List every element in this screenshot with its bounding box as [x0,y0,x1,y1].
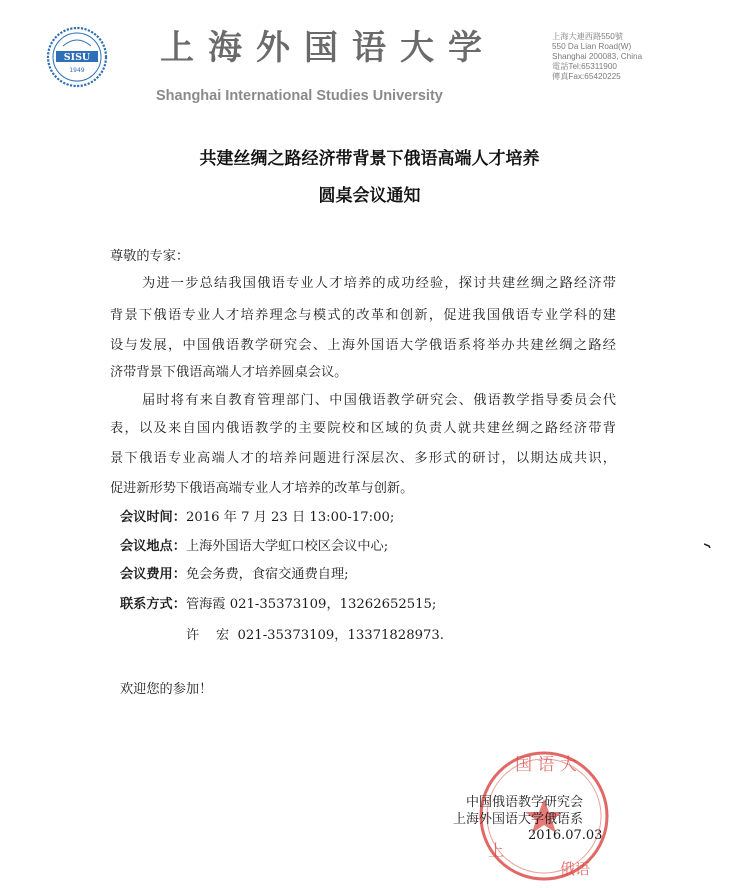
notice-subtitle: 圆桌会议通知 [318,186,421,206]
address-line: 傳真Fax:65420225 [552,72,621,81]
salutation: 尊敬的专家： [110,249,190,264]
signature-org-1: 中国俄语教学研究会 [466,795,584,810]
meeting-place-value: 上海外国语大学虹口校区会议中心; [185,539,389,554]
logo-text: SISU [63,52,91,63]
paragraph1-line: 设与发展，中国俄语教学研究会、上海外国语大学俄语系将举办共建丝绸之路经 [110,338,616,353]
meeting-fee-label: 会议费用： [120,567,186,582]
meeting-fee [120,563,349,582]
paragraph1-line: 为进一步总结我国俄语专业人才培养的成功经验，探讨共建丝绸之路经济带 [142,276,616,291]
university-seal-logo [46,26,108,88]
meeting-time-value: 2016 年 7 月 23 日 13:00-17:00; [185,510,395,525]
meeting-time-label: 会议时间： [120,510,186,525]
scan-speck [704,543,711,548]
meeting-place [120,535,388,554]
university-name-chinese: 上海外国语大学 [160,28,496,68]
closing-remark: 欢迎您的参加！ [120,682,213,697]
svg-text:俄语: 俄语 [560,860,591,878]
meeting-fee-value: 免会务费，食宿交通费自理; [185,567,349,582]
paragraph2-line: 届时将有来自教育管理部门、中国俄语教学研究会、俄语教学指导委员会代 [142,393,616,408]
paragraph2-line: 促进新形势下俄语高端专业人才培养的改革与创新。 [110,481,414,496]
meeting-time [120,506,394,525]
contact-person-2: 许 宏 021-35373109，13371828973. [186,628,444,643]
paragraph2-line: 表，以及来自国内俄语教学的主要院校和区域的负责人就共建丝绸之路经济带背 [110,421,616,436]
letterhead-address [552,32,642,82]
contact-person-1: 管海霞 021-35373109，13262652515; [185,597,437,612]
address-line: Shanghai 200083, China [552,52,643,61]
paragraph1-line: 背景下俄语专业人才培养理念与模式的改革和创新，促进我国俄语专业学科的建 [110,308,616,323]
contact-info [120,593,436,612]
address-line: 550 Da Lian Road(W) [552,42,632,51]
paragraph2-line: 景下俄语专业高端人才的培养问题进行深层次、多形式的研讨，以期达成共识， [110,451,616,466]
university-name-english: Shanghai International Studies University [156,88,443,104]
meeting-place-label: 会议地点： [120,539,186,554]
contact-label: 联系方式： [120,597,186,612]
paragraph1-line: 济带背景下俄语高端人才培养圆桌会议。 [110,365,348,380]
signature-org-2: 上海外国语大学俄语系 [453,812,584,827]
notice-title: 共建丝绸之路经济带背景下俄语高端人才培养 [199,149,540,169]
address-line: 上海大連西路550號 [552,32,623,41]
address-line: 電話Tel:65311900 [552,62,617,71]
logo-year: 1949 [69,67,85,74]
svg-text:国 语 大: 国 语 大 [515,755,577,775]
signature-date: 2016.07.03 [528,828,603,843]
svg-text:上: 上 [488,841,505,860]
